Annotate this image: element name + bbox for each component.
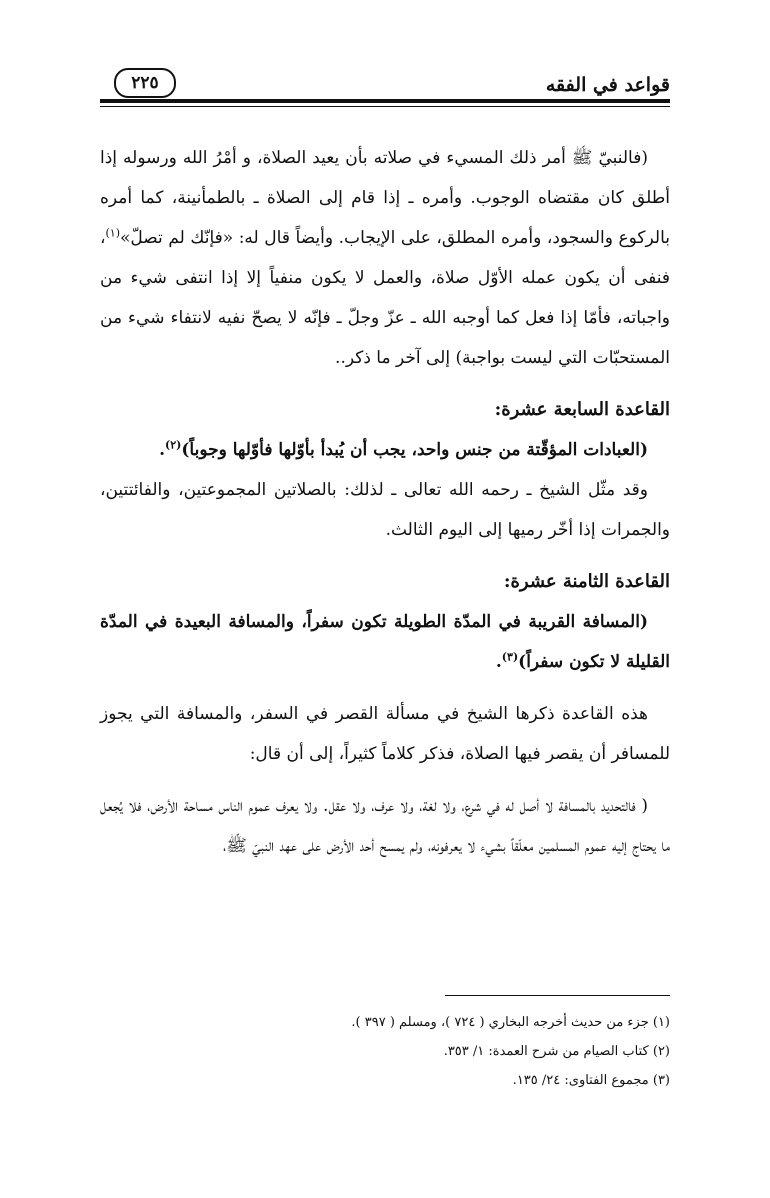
rule-statement-18 (100, 602, 670, 682)
paragraph-text-continued: ، فنفى أن يكون عمله الأوّل صلاة، والعمل لا يكون منفياً إلا إذا انتفى شيء من واجباته، فأمّا إذا فعل كما أوجبه الله ـ عزّ وجلّ ـ فإنّه لا يصحّ نفيه لانتفاء شيء من المستحبّات التي ليست بواجبة) إلى آخر ما ذكر.. (100, 228, 670, 368)
paragraph-quote-2: ( فالتحديد بالمسافة لا أصل له في شرع، ولا لغة، ولا عرف، ولا عقل. ولا يعرف عموم الناس مساحة الأرض، فلا يُجعل ما يحتاج إليه عموم المسلمين معلّقاً بشيء لا يعرفونه، ولم يمسح أحد الأرض على عهد النبيّ ﷺ، (100, 796, 670, 856)
footnote-ref-1: (١) (105, 226, 121, 240)
running-header (100, 68, 670, 98)
running-title: قواعد في الفقه (545, 74, 670, 96)
page-number: ٢٢٥ (114, 68, 176, 98)
header-rule-thick (100, 99, 670, 103)
footnotes (100, 1008, 670, 1095)
paragraph-text: (فالنبيّ ﷺ أمر ذلك المسيء في صلاته بأن يعيد الصلاة، و أمْرُ الله ورسوله إذا أطلق كان مقتضاه الوجوب. وأمره ـ إذا قام إلى الصلاة ـ بالطمأنينة، كما أمره بالركوع والسجود، وأمره المطلق، على الإيجاب. وأيضاً قال له: «فإنّك لم تصلّ» (100, 148, 670, 248)
rule-statement-17 (100, 430, 670, 470)
paragraph-context: هذه القاعدة ذكرها الشيخ في مسألة القصر في السفر، والمسافة التي يجوز للمسافر أن يقصر فيها الصلاة، فذكر كلاماً كثيراً، إلى أن قال: (100, 704, 670, 764)
rule-heading-18: القاعدة الثامنة عشرة: (503, 571, 670, 592)
rule-text-end: . (159, 440, 165, 460)
footnote-ref-2: (٢) (165, 438, 182, 452)
rule-text: (المسافة القريبة في المدّة الطويلة تكون سفراً، والمسافة البعيدة في المدّة القليلة لا تكون سفراً) (100, 612, 670, 672)
footnote-separator (445, 995, 670, 996)
footnote-3: (٣) مجموع الفتاوى: ٢٤/ ١٣٥. (512, 1073, 670, 1088)
paragraph-quote-1 (100, 138, 670, 378)
footnote-1: (١) جزء من حديث أخرجه البخاري ( ٧٢٤ )، ومسلم ( ٣٩٧ ). (351, 1015, 670, 1030)
paragraph-example: وقد مثّل الشيخ ـ رحمه الله تعالى ـ لذلك: بالصلاتين المجموعتين، والفائتتين، والجمرات إذا أخّر رميها إلى اليوم الثالث. (100, 480, 670, 540)
rule-text: (العبادات المؤقّتة من جنس واحد، يجب أن يُبدأ بأوّلها فأوّلها وجوباً) (181, 440, 648, 460)
page-body (100, 138, 670, 866)
footnote-ref-3: (٣) (501, 650, 519, 664)
header-rule-thin (100, 106, 670, 107)
footnote-2: (٢) كتاب الصيام من شرح العمدة: ١/ ٣٥٣. (443, 1044, 670, 1059)
rule-text-end: . (495, 652, 502, 672)
rule-heading-17: القاعدة السابعة عشرة: (494, 399, 670, 420)
